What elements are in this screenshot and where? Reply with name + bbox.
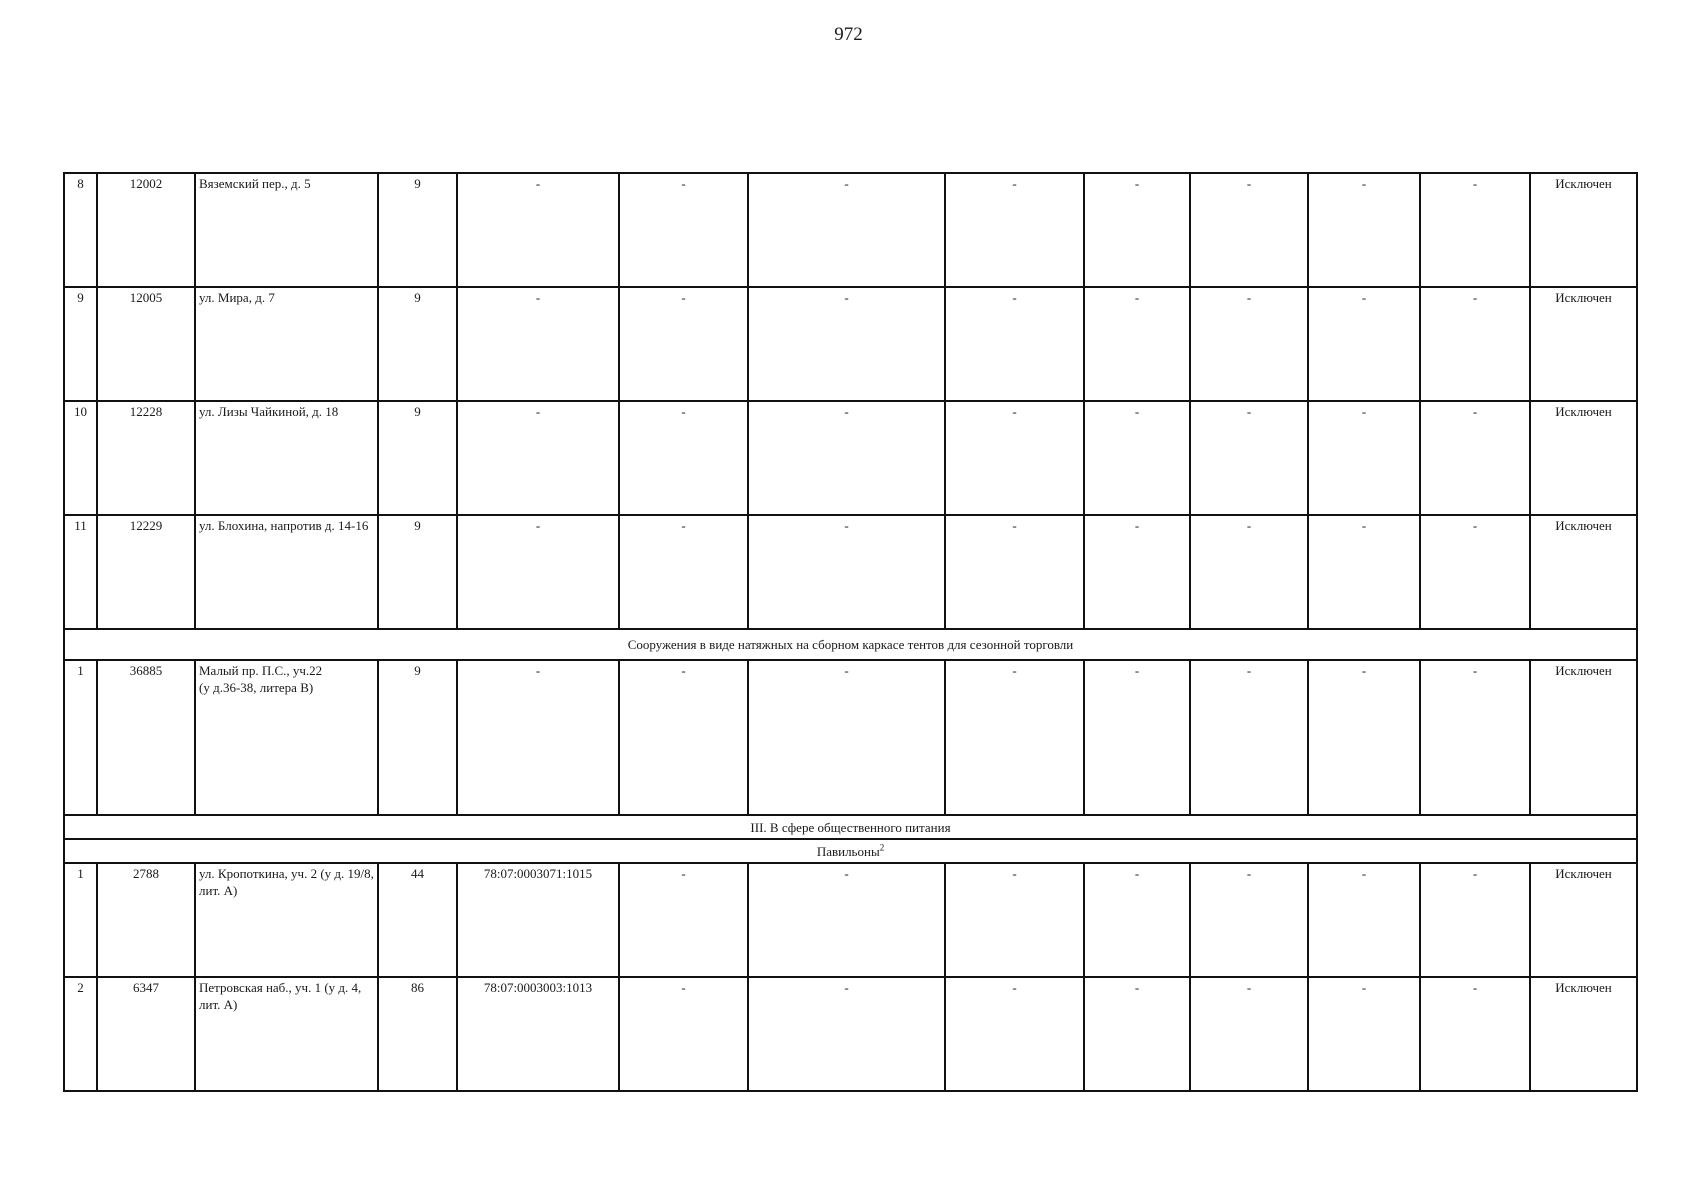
object-code: 12005 — [97, 287, 195, 401]
cell: - — [619, 401, 748, 515]
cell: - — [1420, 287, 1530, 401]
cell: - — [1084, 173, 1190, 287]
cell: - — [1084, 977, 1190, 1091]
object-code: 6347 — [97, 977, 195, 1091]
object-address: ул. Мира, д. 7 — [195, 287, 378, 401]
row-number: 10 — [64, 401, 97, 515]
cell: - — [1190, 401, 1308, 515]
object-address-cell — [195, 660, 378, 815]
register-table — [63, 172, 1638, 1092]
cell: - — [748, 863, 945, 977]
cell: - — [1420, 863, 1530, 977]
object-address: ул. Блохина, напротив д. 14-16 — [195, 515, 378, 629]
cell: - — [1420, 173, 1530, 287]
cell: - — [1190, 287, 1308, 401]
row-number: 11 — [64, 515, 97, 629]
section-row-tents — [64, 629, 1637, 660]
page-number: 972 — [834, 24, 863, 45]
cell: - — [945, 287, 1084, 401]
table-row — [64, 515, 1637, 629]
cell: - — [619, 287, 748, 401]
cell: - — [945, 863, 1084, 977]
table-row — [64, 977, 1637, 1091]
object-address-line-2: (у д.36-38, литера В) — [199, 680, 314, 695]
cell: - — [1084, 515, 1190, 629]
cell: - — [1190, 173, 1308, 287]
status-cell: Исключен — [1530, 287, 1637, 401]
cell: - — [1420, 515, 1530, 629]
cell: - — [945, 401, 1084, 515]
cell: - — [619, 977, 748, 1091]
status-cell: Исключен — [1530, 515, 1637, 629]
row-number: 2 — [64, 977, 97, 1091]
cell: - — [1420, 977, 1530, 1091]
cell: - — [1420, 660, 1530, 815]
district-code: 86 — [378, 977, 457, 1091]
cell: - — [1308, 977, 1420, 1091]
cadastral-number: 78:07:0003003:1013 — [457, 977, 619, 1091]
cell: - — [619, 515, 748, 629]
cell: - — [748, 515, 945, 629]
district-code: 9 — [378, 515, 457, 629]
status-cell: Исключен — [1530, 660, 1637, 815]
cadastral-number: - — [457, 173, 619, 287]
section-row-catering — [64, 815, 1637, 839]
cell: - — [619, 173, 748, 287]
cell: - — [1420, 401, 1530, 515]
status-cell: Исключен — [1530, 173, 1637, 287]
cell: - — [1308, 660, 1420, 815]
cell: - — [748, 660, 945, 815]
district-code: 9 — [378, 173, 457, 287]
cell: - — [619, 863, 748, 977]
section-heading: Сооружения в виде натяжных на сборном каркасе тентов для сезонной торговли — [64, 629, 1637, 660]
cell: - — [945, 977, 1084, 1091]
cell: - — [1084, 401, 1190, 515]
cell: - — [1308, 173, 1420, 287]
row-number: 8 — [64, 173, 97, 287]
cell: - — [619, 660, 748, 815]
table-row — [64, 287, 1637, 401]
subsection-heading — [64, 839, 1637, 863]
cell: - — [1308, 515, 1420, 629]
cell: - — [945, 515, 1084, 629]
cadastral-number: - — [457, 515, 619, 629]
object-address: Малый пр. П.С., уч.22 — [199, 663, 323, 678]
object-code: 12229 — [97, 515, 195, 629]
cell: - — [1190, 515, 1308, 629]
footnote-marker: 2 — [879, 842, 885, 853]
cell: - — [1190, 977, 1308, 1091]
object-address: ул. Кропоткина, уч. 2 (у д. 19/8, лит. А) — [195, 863, 378, 977]
status-cell: Исключен — [1530, 977, 1637, 1091]
district-code: 9 — [378, 287, 457, 401]
cell: - — [1084, 863, 1190, 977]
section-heading: III. В сфере общественного питания — [64, 815, 1637, 839]
table-row — [64, 863, 1637, 977]
table-row — [64, 173, 1637, 287]
row-number: 1 — [64, 863, 97, 977]
row-number: 1 — [64, 660, 97, 815]
section-row-pavilions — [64, 839, 1637, 863]
cell: - — [1084, 660, 1190, 815]
cell: - — [748, 287, 945, 401]
status-cell: Исключен — [1530, 401, 1637, 515]
cadastral-number: - — [457, 660, 619, 815]
row-number: 9 — [64, 287, 97, 401]
cell: - — [945, 173, 1084, 287]
object-address: Вяземский пер., д. 5 — [195, 173, 378, 287]
object-code: 2788 — [97, 863, 195, 977]
cell: - — [748, 977, 945, 1091]
cell: - — [748, 401, 945, 515]
status-cell: Исключен — [1530, 863, 1637, 977]
object-address: ул. Лизы Чайкиной, д. 18 — [195, 401, 378, 515]
subsection-title: Павильоны — [816, 843, 880, 859]
cadastral-number: - — [457, 401, 619, 515]
cell: - — [1190, 863, 1308, 977]
district-code: 9 — [378, 401, 457, 515]
cadastral-number: - — [457, 287, 619, 401]
district-code: 9 — [378, 660, 457, 815]
cell: - — [748, 173, 945, 287]
cadastral-number: 78:07:0003071:1015 — [457, 863, 619, 977]
cell: - — [1190, 660, 1308, 815]
table-row — [64, 401, 1637, 515]
object-code: 12228 — [97, 401, 195, 515]
district-code: 44 — [378, 863, 457, 977]
cell: - — [1084, 287, 1190, 401]
object-code: 36885 — [97, 660, 195, 815]
cell: - — [1308, 401, 1420, 515]
object-address: Петровская наб., уч. 1 (у д. 4, лит. А) — [195, 977, 378, 1091]
cell: - — [1308, 863, 1420, 977]
object-code: 12002 — [97, 173, 195, 287]
cell: - — [1308, 287, 1420, 401]
table-row — [64, 660, 1637, 815]
cell: - — [945, 660, 1084, 815]
